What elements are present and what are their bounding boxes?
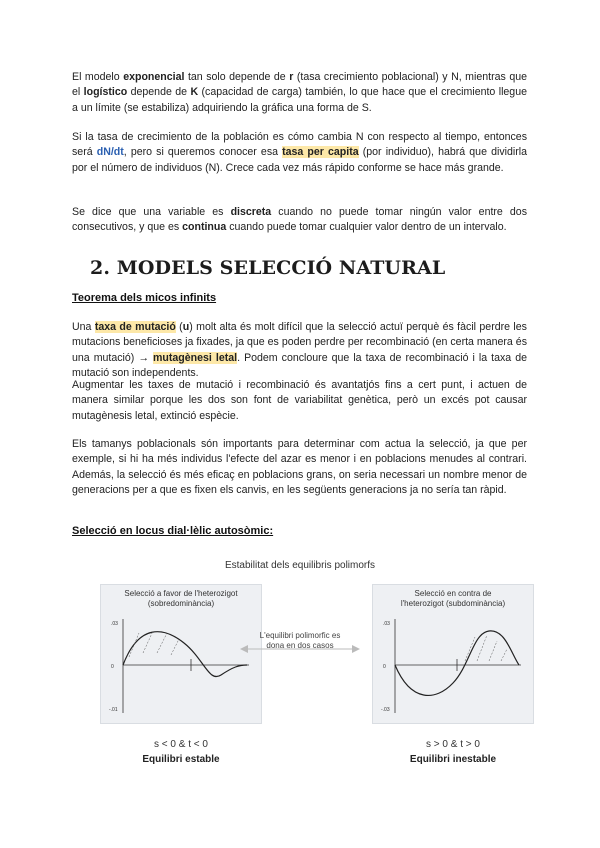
text-run: (tasa crecimiento poblacional) y N, mientras que el <box>72 71 527 99</box>
y-tick-label: -.03 <box>381 707 390 713</box>
result-left: Equilibri estable <box>142 754 220 765</box>
text-run: (por individuo), habrá que dividirla por el número de individuos (N). Crece cada vez más rápido conforme se hace más grande. <box>72 146 527 174</box>
text-run: , pero si queremos conocer esa <box>123 146 283 159</box>
term-k: K <box>190 86 199 99</box>
paragraph-tamanys: Els tamanys poblacionals són importants para determinar com actua la selecció, ja que per exemple, si hi ha més individus l'efecte del azar es menor i en poblacions menudes al contrari. Además, la selecció és més eficaç en poblacions grans, on seria necessari un nombre menor de generacions per a que es fixen els canvis, en les següents generacions ja no sería tan ràpid. <box>72 438 527 497</box>
text-run: depende de <box>127 86 191 99</box>
y-tick-label: 0 <box>111 664 114 670</box>
hatch-lines <box>465 635 507 661</box>
paragraph-models <box>72 70 527 116</box>
condition-left: s < 0 & t < 0 <box>154 739 208 750</box>
panel-title <box>101 589 261 609</box>
term-logistico: logístico <box>83 86 128 99</box>
y-tick-label: -.01 <box>109 707 118 713</box>
term-discreta: discreta <box>230 206 272 218</box>
subheading-teorema: Teorema dels micos infinits <box>72 292 217 304</box>
term-r: r <box>289 71 294 83</box>
panel-title <box>373 589 533 609</box>
text-run: Una <box>72 321 95 333</box>
paragraph-recombinacio: Augmentar les taxes de mutació i recombinació és avantatjós fins a cert punt, i actuen de manera similar porque les dos son font de variabilitat genètica, però un excés pot causar mutagènesis letal, extinció espècie. <box>72 379 527 422</box>
text-run: ( <box>175 321 183 333</box>
term-exponencial: exponencial <box>123 71 185 83</box>
text-run: cuando no puede tomar ningún valor entre dos consecutivos, y que es <box>72 206 527 234</box>
panel-title-line: Selecció a favor de l'heterozigot <box>124 589 238 598</box>
figure-title: Estabilitat dels equilibris polimorfs <box>224 560 376 571</box>
text-run: El modelo <box>72 71 124 83</box>
double-arrow-icon <box>240 644 360 654</box>
panel-title-line: l'heterozigot (subdominància) <box>400 599 506 608</box>
paragraph-mutacio <box>72 320 527 382</box>
delta-p-curve <box>123 632 247 677</box>
term-mutagenesi-letal: mutagènesi letal <box>152 351 238 364</box>
subheading-locus: Selecció en locus dial·lèlic autosòmic: <box>72 525 274 537</box>
term-dndt: dN/dt <box>96 146 124 159</box>
result-right: Equilibri inestable <box>409 754 497 765</box>
term-u: u <box>182 321 190 333</box>
section-heading: 2. MODELS SELECCIÓ NATURAL <box>90 257 446 279</box>
term-tasa-per-capita: tasa per capita <box>282 146 359 159</box>
text-run: Si la tasa de crecimiento de la población es cómo cambia N con respecto al tiempo, entonces será <box>72 131 527 159</box>
subdominancia-plot <box>381 613 527 719</box>
term-continua: continua <box>182 221 227 234</box>
paragraph-tasa <box>72 130 527 176</box>
text-run: Se dice que una variable es <box>72 206 231 218</box>
figure-panel-subdominancia <box>372 584 534 724</box>
text-run: . Podem concloure que la taxa de recombinació i la taxa de mutació son independents. <box>72 351 527 380</box>
middle-note: L'equilibri polimorfic es dona en dos casos <box>259 631 341 650</box>
figure-panel-sobredominancia <box>100 584 262 724</box>
panel-title-line: Selecció en contra de <box>414 589 492 598</box>
text-run: (capacidad de carga) también, lo que hace que el crecimiento llegue a un límite (se estabiliza) adquiriendo la gráfica una forma de S. <box>72 86 527 114</box>
y-tick-label: .03 <box>111 621 118 627</box>
term-taxa-mutacio: taxa de mutació <box>94 321 176 333</box>
condition-right: s > 0 & t > 0 <box>426 739 480 750</box>
y-tick-label: 0 <box>383 664 386 670</box>
sobredominancia-plot <box>109 613 255 719</box>
text-run: tan solo depende de <box>184 71 290 83</box>
panel-title-line: (sobredominància) <box>147 599 215 608</box>
text-run: cuando puede tomar cualquier valor dentro de un intervalo. <box>226 221 507 234</box>
paragraph-variable <box>72 205 527 236</box>
text-run: ) molt alta és molt difícil que la selecció actuï perquè és fàcil perdre les mutacions beneficioses ja fixades, ja que es poden perdre per recombinació (en certa manera és una mutació) → <box>72 321 527 364</box>
y-tick-label: .03 <box>383 621 390 627</box>
